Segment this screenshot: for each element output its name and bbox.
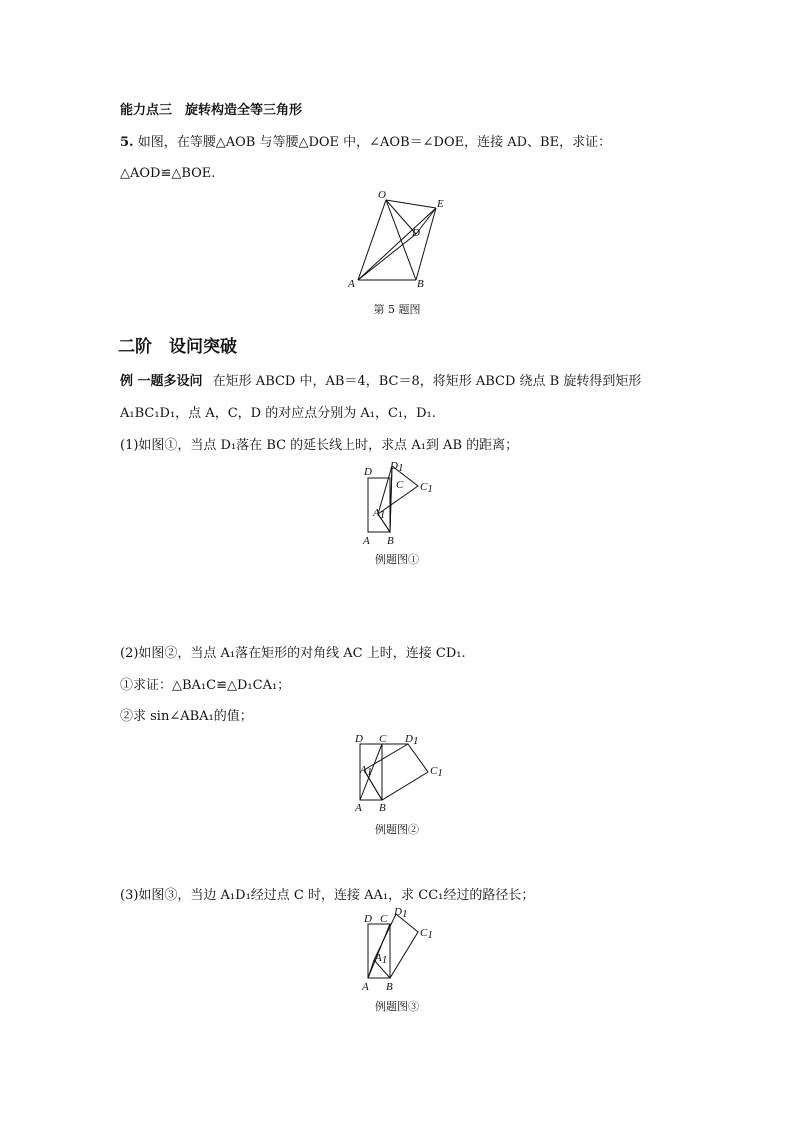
fig2-label-D1: D1 [405, 733, 419, 747]
fig3-label-A1: A1 [375, 952, 388, 966]
label-E: E [437, 198, 444, 210]
label-A: A [348, 278, 355, 290]
example-lead: 例 一题多设问 [120, 374, 203, 389]
fig1-label-D1: D1 [390, 460, 404, 474]
problem-5-line-1 [120, 134, 611, 152]
label-B: B [417, 278, 424, 290]
fig1-label-B: B [387, 535, 394, 547]
fig3-label-C1: C1 [420, 927, 433, 941]
fig3-label-C: C [380, 913, 388, 925]
fig2-label-A1: A1 [360, 764, 373, 778]
fig2-label-B: B [379, 802, 386, 814]
fig3-label-D: D [364, 913, 372, 925]
fig3-label-B: B [386, 981, 393, 993]
fig1-label-C: C [396, 479, 404, 491]
question-1: (1)如图①，当点 D₁落在 BC 的延长线上时，求点 A₁到 AB 的距离； [120, 438, 519, 453]
fig2-label-C1: C1 [430, 765, 443, 779]
figure-1-caption: 例题图① [375, 553, 419, 566]
example-figure-3 [356, 906, 446, 996]
segment-OA [358, 200, 386, 280]
problem-5-caption: 第 5 题图 [373, 303, 421, 316]
figure-3-caption: 例题图③ [375, 1000, 419, 1013]
example-figure-1 [356, 458, 446, 548]
figure-2-caption: 例题图② [375, 823, 419, 836]
fig2-label-A: A [355, 802, 362, 814]
question-2a: ①求证：△BA₁C≌△D₁CA₁； [120, 678, 291, 693]
problem-5-text-1: 如图，在等腰△AOB 与等腰△DOE 中，∠AOB＝∠DOE，连接 AD、BE，求证： [137, 135, 612, 150]
fig2-label-D: D [355, 733, 363, 745]
example-line-1 [120, 373, 641, 391]
problem-5-figure [340, 190, 460, 300]
question-3: (3)如图③，当边 A₁D₁经过点 C 时，连接 AA₁，求 CC₁经过的路径长； [120, 888, 535, 903]
label-O: O [378, 189, 386, 201]
segment-OE [386, 200, 436, 208]
rectangle-ABCD [368, 478, 390, 532]
fig1-label-A1: A1 [373, 507, 386, 521]
fig3-label-D1: D1 [394, 906, 408, 920]
example-line-2: A₁BC₁D₁，点 A，C，D 的对应点分别为 A₁，C₁，D₁. [120, 406, 436, 421]
fig1-label-A: A [363, 535, 370, 547]
example-text-1: 在矩形 ABCD 中，AB＝4，BC＝8，将矩形 ABCD 绕点 B 旋转得到矩形 [212, 374, 642, 389]
segment-AC [368, 924, 390, 978]
segment-AE [358, 208, 436, 280]
question-2b: ②求 sin∠ABA₁的值； [120, 709, 253, 724]
fig1-label-C1: C1 [420, 481, 433, 495]
example-figure-2 [350, 730, 450, 820]
segment-BE [416, 208, 436, 280]
fig3-label-A: A [362, 981, 369, 993]
stage-heading: 二阶 设问突破 [118, 337, 237, 357]
problem-5-line-2: △AOD≌△BOE. [120, 166, 216, 181]
section-title: 能力点三 旋转构造全等三角形 [120, 103, 303, 118]
question-2: (2)如图②，当点 A₁落在矩形的对角线 AC 上时，连接 CD₁. [120, 646, 466, 661]
fig1-label-D: D [364, 466, 372, 478]
problem-number: 5. [120, 135, 134, 150]
rectangle-A1BC1D1 [364, 744, 428, 800]
label-D: D [412, 227, 420, 239]
fig2-label-C: C [379, 733, 387, 745]
